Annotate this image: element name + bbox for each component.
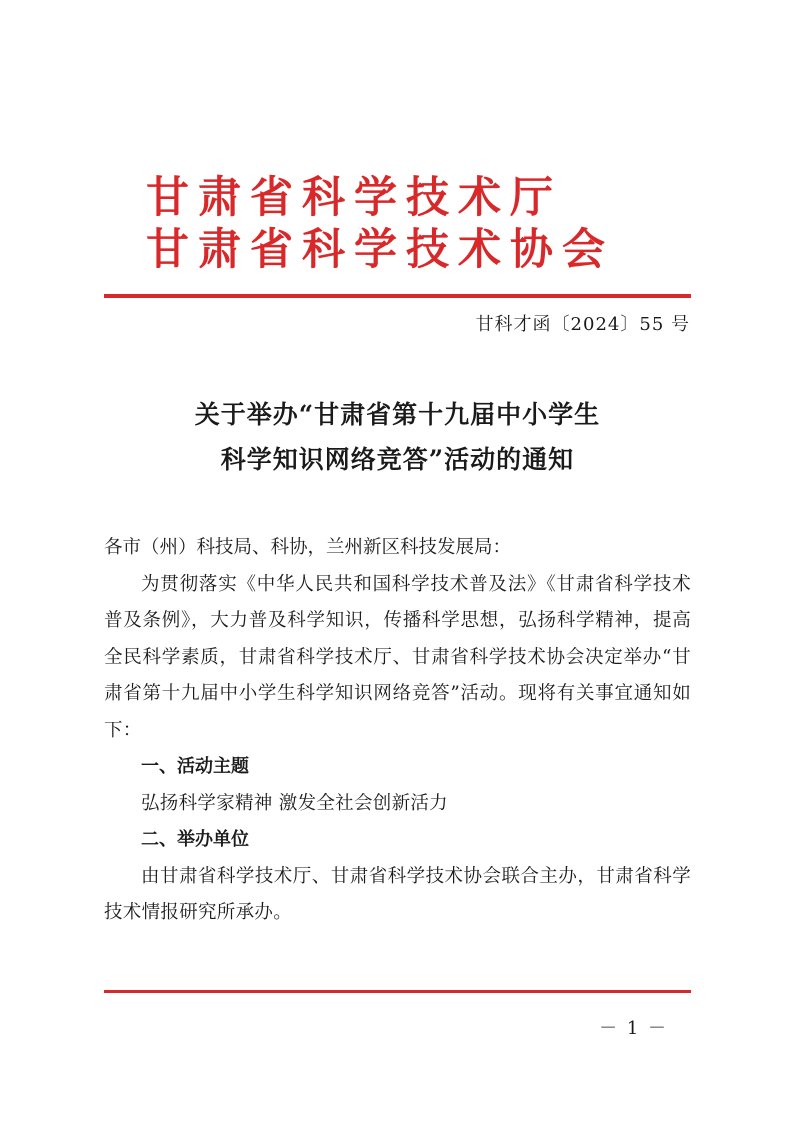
- section-text-theme: 弘扬科学家精神 激发全社会创新活力: [141, 792, 448, 814]
- document-title: [104, 392, 691, 482]
- section-text-organizers: 由甘肃省科学技术厅、甘肃省科学技术协会联合主办，甘肃省科学技术情报研究所承办。: [104, 865, 691, 923]
- document-body: [104, 530, 691, 932]
- section-heading-organizers: 二、举办单位: [141, 829, 249, 850]
- issuing-organizations-header: [146, 172, 646, 276]
- title-line-1: 关于举办“甘肃省第十九届中小学生: [194, 400, 601, 429]
- salutation: 各市（州）科技局、科协，兰州新区科技发展局：: [104, 537, 512, 558]
- title-line-2: 科学知识网络竞答”活动的通知: [220, 445, 575, 474]
- page-number: － 1 －: [599, 1018, 668, 1039]
- footer-red-rule: [104, 990, 691, 993]
- intro-paragraph: 为贯彻落实《中华人民共和国科学技术普及法》《甘肃省科学技术普及条例》，大力普及科学知识，传播科学思想，弘扬科学精神，提高全民科学素质，甘肃省科学技术厅、甘肃省科学技术协会决定举办“甘肃省第十九届中小学生科学知识网络竞答”活动。现将有关事宜通知如下：: [104, 573, 691, 741]
- issuing-org-line-2: 甘肃省科学技术协会: [146, 225, 614, 275]
- section-heading-theme: 一、活动主题: [141, 756, 249, 777]
- document-number: 甘科才函〔2024〕55 号: [475, 314, 690, 335]
- header-red-rule: [104, 294, 691, 298]
- issuing-org-line-1: 甘肃省科学技术厅: [146, 173, 562, 223]
